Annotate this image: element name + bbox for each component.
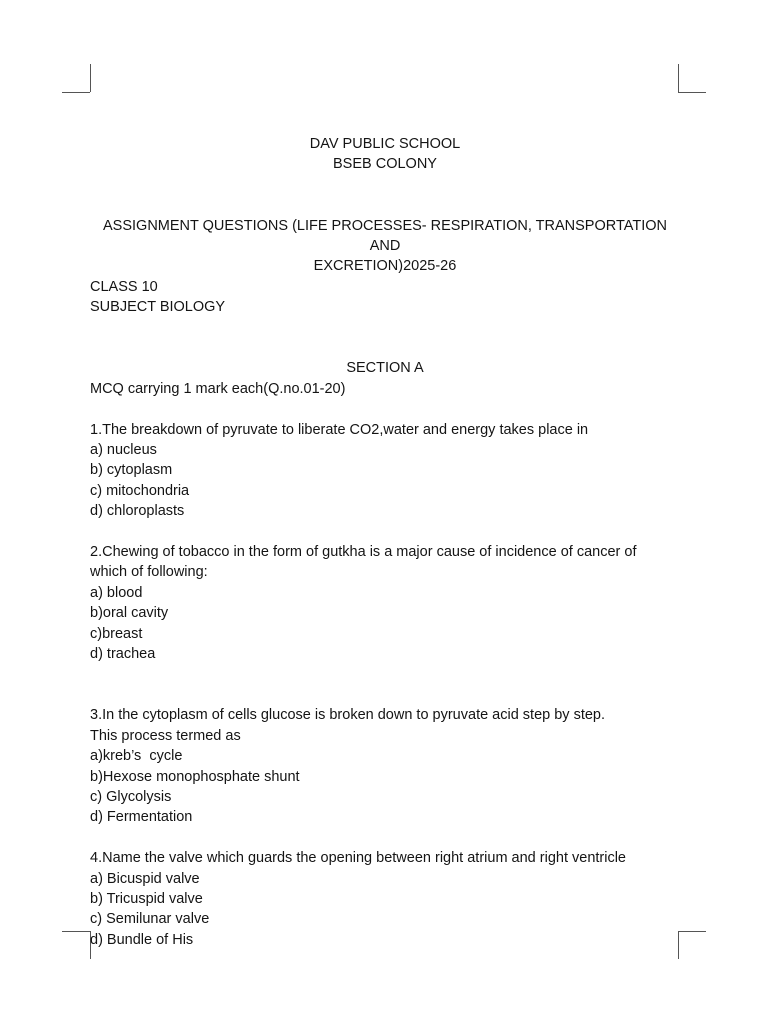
option-a: a)kreb’s cycle	[90, 748, 183, 765]
question-text: 4.Name the valve which guards the opening between right atrium and right ventricle	[90, 850, 626, 867]
option-c: c) Semilunar valve	[90, 911, 210, 928]
option-d: d) Bundle of His	[90, 931, 194, 948]
question-text: 2.Chewing of tobacco in the form of gutkha is a major cause of incidence of cancer of	[90, 544, 637, 561]
crop-mark-top-right-h	[678, 92, 706, 93]
assignment-title-line-1: ASSIGNMENT QUESTIONS (LIFE PROCESSES- RESPIRATION, TRANSPORTATION AND	[103, 217, 671, 255]
document-body	[90, 134, 680, 950]
option-b: b) Tricuspid valve	[90, 890, 203, 907]
crop-mark-bottom-right-h	[678, 931, 706, 932]
option-d: d) Fermentation	[90, 809, 193, 826]
option-c: c) Glycolysis	[90, 788, 172, 805]
option-a: a) Bicuspid valve	[90, 870, 200, 887]
crop-mark-bottom-left-h	[62, 931, 90, 932]
question-text: 3.In the cytoplasm of cells glucose is broken down to pyruvate acid step by step.	[90, 707, 606, 724]
question-1	[90, 420, 680, 522]
crop-mark-top-left-h	[62, 92, 90, 93]
option-c: c) mitochondria	[90, 482, 190, 499]
assignment-title-line-2: EXCRETION)2025-26	[313, 258, 457, 275]
option-b: b)Hexose monophosphate shunt	[90, 768, 300, 785]
option-c: c)breast	[90, 625, 143, 642]
question-text: 1.The breakdown of pyruvate to liberate CO2,water and energy takes place in	[90, 421, 589, 438]
class-label: CLASS 10	[90, 278, 158, 295]
crop-mark-top-right-v	[678, 64, 679, 92]
school-location: BSEB COLONY	[333, 156, 437, 173]
option-b: b) cytoplasm	[90, 462, 173, 479]
option-b: b)oral cavity	[90, 605, 169, 622]
question-4	[90, 848, 680, 950]
option-d: d) trachea	[90, 646, 156, 663]
question-3	[90, 705, 680, 827]
section-instruction: MCQ carrying 1 mark each(Q.no.01-20)	[90, 380, 346, 397]
option-a: a) nucleus	[90, 442, 157, 459]
subject-label: SUBJECT BIOLOGY	[90, 299, 226, 316]
question-2	[90, 542, 680, 664]
school-name: DAV PUBLIC SCHOOL	[309, 136, 461, 152]
section-heading: SECTION A	[346, 360, 424, 377]
option-d: d) chloroplasts	[90, 503, 185, 520]
question-text-cont: This process termed as	[90, 727, 241, 744]
option-a: a) blood	[90, 584, 143, 601]
question-text-cont: which of following:	[90, 564, 208, 581]
crop-mark-top-left-v	[90, 64, 91, 92]
